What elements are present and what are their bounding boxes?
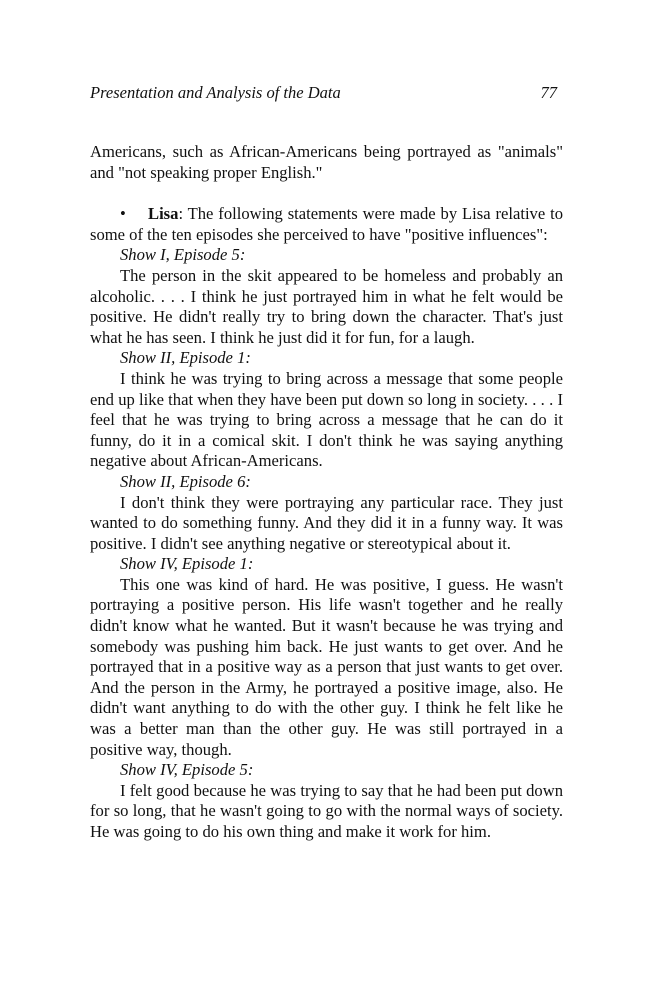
- book-page: [90, 82, 563, 843]
- running-head: [90, 82, 563, 104]
- show-episode-label: Show IV, Episode 1:: [120, 554, 254, 574]
- running-title: Presentation and Analysis of the Data: [90, 83, 341, 102]
- speaker-name: Lisa: [148, 204, 179, 224]
- quote-entry: [90, 245, 563, 348]
- body-text: [90, 142, 563, 843]
- quote-entry: [90, 760, 563, 842]
- page-number: 77: [540, 83, 557, 102]
- lisa-intro-text: : The following statements were made by Lisa relative to some of the ten episodes she perceived to have "positive influences":: [90, 204, 563, 244]
- quote-entry: [90, 348, 563, 472]
- quote-paragraph: I think he was trying to bring across a message that some people end up like that when they have been put down so long in society. . . . I feel that he was trying to bring across a message that he can do it funny, do it in a comical skit. I don't think he was saying anything negative about African-Americans.: [90, 368, 563, 471]
- show-episode-label: Show II, Episode 6:: [120, 471, 251, 491]
- quote-paragraph: This one was kind of hard. He was positive, I guess. He wasn't portraying a positive person. His life wasn't together and he really didn't know what he wanted. But it wasn't because he was trying and somebody was pushing him back. He just wants to get over. And he portrayed that in a positive way as a person that just wants to get over. And the person in the Army, he portrayed a positive image, also. He didn't want anything to do with the other guy. I think he felt like he was a better man than the other guy. He was still portrayed in a positive way, though.: [90, 574, 563, 759]
- lisa-intro-paragraph: [90, 204, 563, 245]
- bullet-icon: •: [120, 204, 126, 224]
- quote-paragraph: The person in the skit appeared to be homeless and probably an alcoholic. . . . I think he just portrayed him in what he felt would be positive. He didn't really try to bring down the character. That's just what he has seen. I think he just did it for fun, for a laugh.: [90, 265, 563, 347]
- show-episode-label: Show I, Episode 5:: [120, 245, 246, 265]
- show-episode-label: Show II, Episode 1:: [120, 348, 251, 368]
- quote-paragraph: I felt good because he was trying to say that he had been put down for so long, that he wasn't going to go with the normal ways of society. He was going to do his own thing and make it work for him.: [90, 780, 563, 841]
- intro-paragraph: Americans, such as African-Americans being portrayed as "animals" and "not speaking proper English.": [90, 142, 563, 182]
- show-episode-label: Show IV, Episode 5:: [120, 760, 254, 780]
- quote-entry: [90, 554, 563, 760]
- quote-paragraph: I don't think they were portraying any particular race. They just wanted to do something funny. And they did it in a funny way. It was positive. I didn't see anything negative or stereotypical about it.: [90, 492, 563, 553]
- quote-entry: [90, 472, 563, 554]
